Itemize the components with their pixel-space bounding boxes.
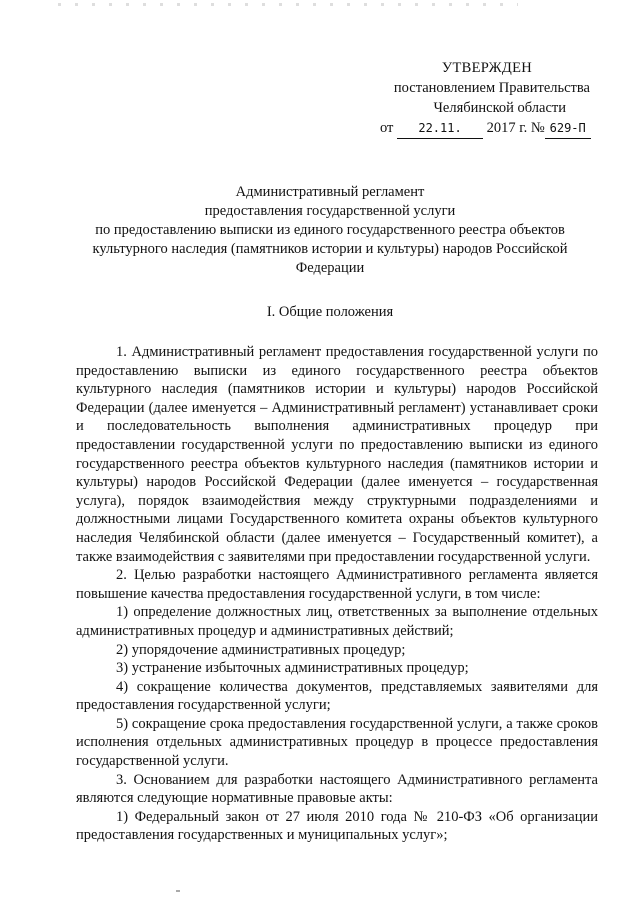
list-item: 2) упорядочение административных процедур; [116, 641, 406, 658]
approval-date-line [380, 118, 600, 139]
scan-artifact-top [58, 3, 518, 6]
section-heading: I. Общие положения [266, 304, 394, 320]
title-line: культурного наследия (памятников истории и культуры) народов Российской [92, 241, 568, 257]
paragraph: 1. Административный регламент предоставления государственной услуги по предоставлению выписки из единого государственного реестра объектов культурного наследия (памятников истории и культуры) народов Российской Федерации (далее именуется – Административный регламент) устанавливает сроки и последовательность выполнения административных процедур при предоставлении государственной услуги по предоставлению выписки из единого государственного реестра объектов культурного наследия (памятников истории и культуры) народов Российской Федерации (далее именуется – государственная услуга), порядок взаимодействия между структурными подразделениями и должностными лицами Государственного комитета охраны объектов культурного наследия Челябинской области (далее именуется – Государственный комитет), а также взаимодействия с заявителями при предоставлении государственной услуги. [76, 344, 598, 565]
title-line: предоставления государственной услуги [204, 203, 456, 219]
approval-block [380, 58, 600, 139]
list-item: 5) сокращение срока предоставления государственной услуги, а также сроков исполнения отдельных административных процедур в процессе предоставления государственной услуги. [76, 715, 598, 770]
scan-artifact-bottom [176, 890, 180, 892]
year-text: 2017 г. № [486, 120, 545, 136]
decree-number: 629-П [545, 118, 591, 139]
list-item: 1) определение должностных лиц, ответственных за выполнение отдельных административных процедур и административных действий; [76, 604, 598, 639]
approval-authority: постановлением Правительства [393, 80, 590, 96]
list-item: 1) Федеральный закон от 27 июля 2010 года № 210-ФЗ «Об организации предоставления государственных и муниципальных услуг»; [76, 808, 598, 844]
approval-heading: УТВЕРЖДЕН [441, 60, 532, 76]
document-title [70, 183, 590, 278]
title-line: Федерации [295, 260, 365, 276]
date-prefix: от [380, 120, 394, 136]
list-item: 3) устранение избыточных административных процедур; [116, 660, 469, 677]
title-line: Административный регламент [235, 184, 425, 200]
list-item: 4) сокращение количества документов, представляемых заявителями для предоставления государственной услуги; [76, 678, 598, 714]
paragraph: 2. Целью разработки настоящего Административного регламента является повышение качества предоставления государственной услуги, в том числе: [76, 567, 598, 602]
paragraph: 3. Основанием для разработки настоящего Административного регламента являются следующие нормативные правовые акты: [76, 771, 598, 807]
document-body [76, 343, 598, 845]
title-line: по предоставлению выписки из единого государственного реестра объектов [95, 222, 565, 238]
approval-region: Челябинской области [433, 100, 566, 116]
approval-date: 22.11. [397, 118, 483, 139]
